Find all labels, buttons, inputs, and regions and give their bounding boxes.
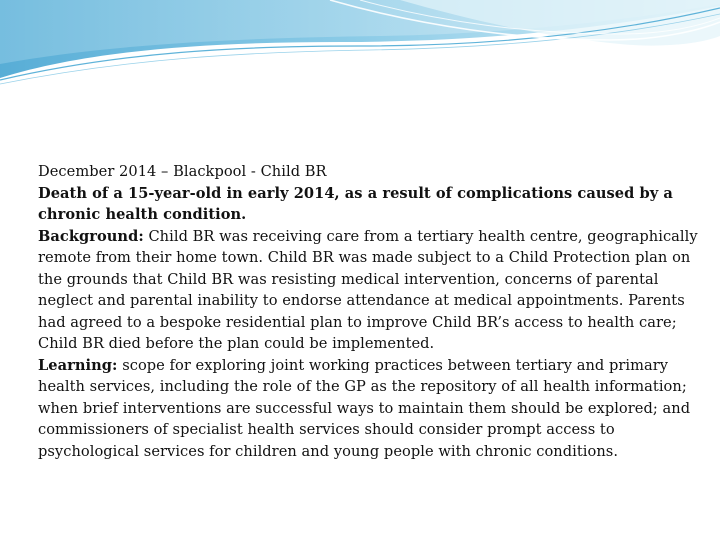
background-paragraph — [38, 226, 698, 355]
slide-subheading: Death of a 15-year-old in early 2014, as a result of complications caused by a chronic health condition. — [38, 184, 673, 223]
learning-text: scope for exploring joint working practices between tertiary and primary health services, including the role of the GP as the repository of all health information; when brief interventions are successful ways to maintain them should be explored; and commissioners of specialist health services should consider prompt access to psychological services for children and young people with chronic conditions. — [38, 356, 691, 460]
slide-body — [38, 161, 698, 462]
background-label: Background: — [38, 227, 144, 245]
learning-paragraph — [38, 355, 698, 463]
learning-label: Learning: — [38, 356, 118, 374]
slide-heading: December 2014 – Blackpool - Child BR — [38, 163, 327, 180]
background-text: Child BR was receiving care from a tertiary health centre, geographically remote from their home town. Child BR was made subject to a Child Protection plan on the grounds that Child BR was resisting medical intervention, concerns of parental neglect and parental inability to endorse attendance at medical appointments. Parents had agreed to a bespoke residential plan to improve Child BR’s access to health care; Child BR died before the plan could be implemented. — [38, 227, 698, 352]
header-wave-decoration — [0, 0, 720, 90]
